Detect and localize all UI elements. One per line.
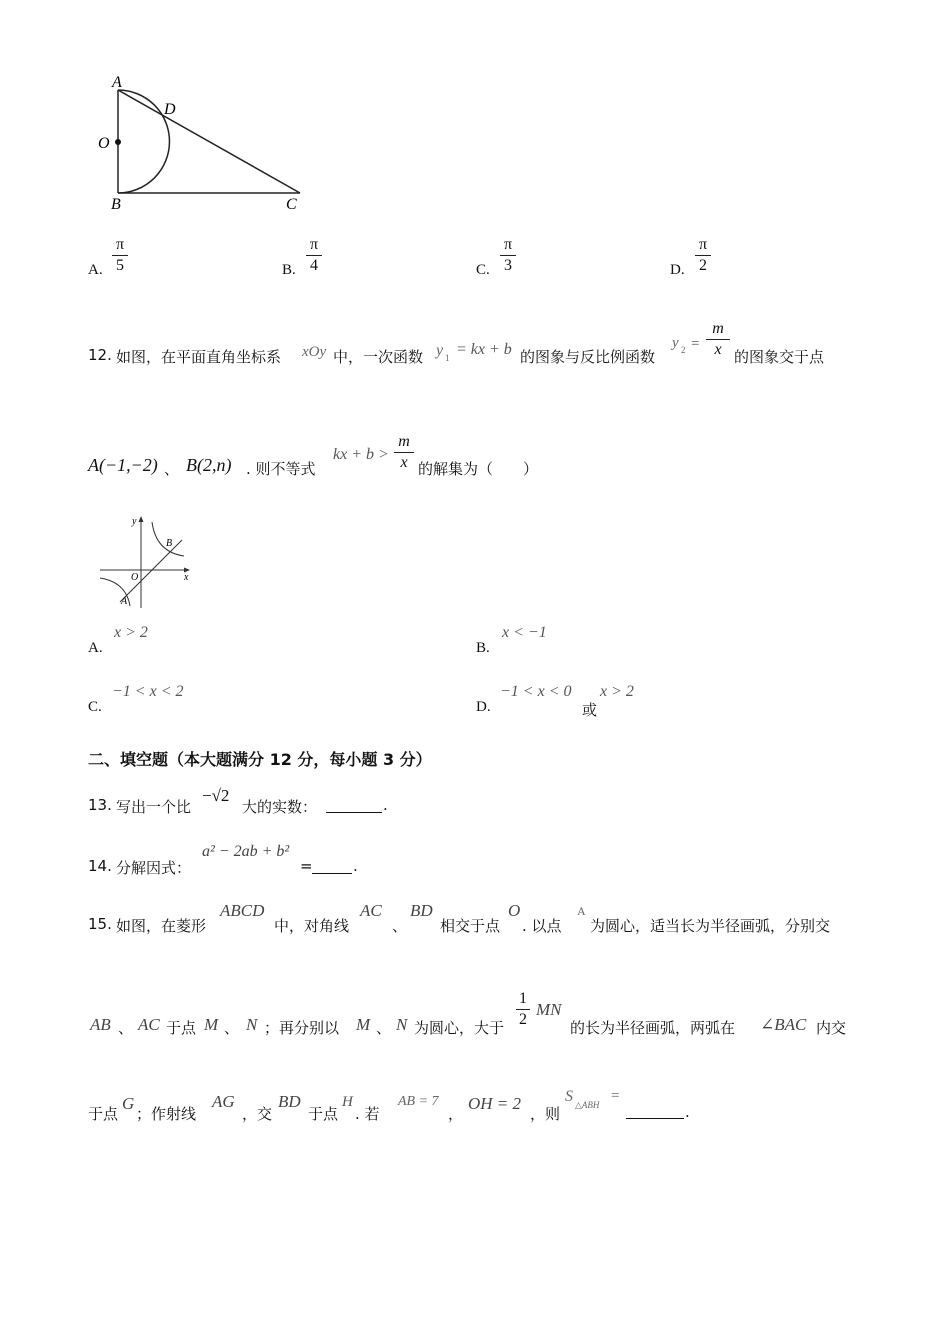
label-b: B bbox=[111, 196, 121, 213]
option-letter: C. bbox=[476, 262, 490, 278]
q15-math: AG bbox=[212, 1092, 235, 1111]
q12-separator: 、 bbox=[164, 460, 180, 478]
label-y: y bbox=[132, 516, 137, 527]
option-letter: A. bbox=[88, 640, 103, 656]
y-axis-arrow-icon bbox=[139, 516, 144, 522]
q15-text: 、 bbox=[224, 1019, 240, 1037]
q14-number: 14. bbox=[88, 857, 112, 875]
q12-fraction-m-over-x: m x bbox=[394, 433, 414, 472]
option-letter: B. bbox=[476, 640, 490, 656]
q15-text: 内交 bbox=[816, 1019, 847, 1037]
q15-math: G bbox=[122, 1094, 135, 1113]
q15-text: 如图，在菱形 bbox=[116, 917, 207, 935]
q15-math-subscript: △ABH bbox=[575, 1100, 600, 1110]
q12-y2-sub: 2 bbox=[681, 345, 686, 355]
option-letter: D. bbox=[476, 699, 491, 715]
q12-fraction-m-over-x: m x bbox=[706, 320, 730, 359]
label-a: A bbox=[121, 596, 128, 607]
q15-math: S bbox=[565, 1088, 573, 1105]
q15-text: 、 bbox=[392, 917, 408, 935]
q15-math: BD bbox=[278, 1092, 301, 1111]
q15-math: M bbox=[204, 1015, 219, 1034]
q14-period: . bbox=[353, 857, 358, 875]
q15-text: 、 bbox=[118, 1019, 134, 1037]
q12-inequality-lhs: kx + b > bbox=[333, 446, 389, 463]
q15-math: N bbox=[396, 1015, 408, 1034]
option-fraction: π 5 bbox=[112, 236, 128, 275]
q15-math: A bbox=[577, 904, 586, 918]
q13-answer-blank[interactable] bbox=[326, 798, 382, 813]
option-letter: C. bbox=[88, 699, 102, 715]
q14-text: 分解因式： bbox=[116, 859, 192, 877]
q15-text: 于点 bbox=[166, 1019, 197, 1037]
q12-y1-rhs: = kx + b bbox=[456, 341, 512, 358]
q13-expression: −√2 bbox=[202, 786, 230, 805]
q14-equals: = bbox=[300, 857, 313, 875]
section-heading: 二、填空题（本大题满分 12 分，每小题 3 分） bbox=[88, 750, 432, 769]
semicircle-arc bbox=[118, 90, 169, 193]
q15-math: H bbox=[342, 1094, 353, 1110]
option-or: 或 bbox=[582, 701, 598, 719]
figure-semicircle-triangle bbox=[90, 72, 320, 217]
option-expression: x > 2 bbox=[600, 683, 634, 700]
q15-text: ， bbox=[448, 1105, 464, 1123]
q15-text: 于点 bbox=[88, 1105, 119, 1123]
q15-text: . 若 bbox=[355, 1105, 380, 1123]
q13-period: . bbox=[383, 796, 388, 814]
q15-period: . bbox=[685, 1103, 690, 1121]
q14-answer-blank[interactable] bbox=[312, 859, 352, 874]
q15-text: 、 bbox=[376, 1019, 392, 1037]
q15-math: AB bbox=[90, 1015, 111, 1034]
option-expression: x > 2 bbox=[114, 624, 148, 641]
segment-ac bbox=[118, 90, 300, 193]
q12-text: 中，一次函数 bbox=[333, 348, 424, 366]
q15-math: AC bbox=[360, 901, 382, 920]
q15-text: 为圆心，大于 bbox=[414, 1019, 505, 1037]
q12-text: 如图，在平面直角坐标系 bbox=[116, 348, 282, 366]
q15-math: M bbox=[356, 1015, 371, 1034]
q15-math: AB = 7 bbox=[398, 1094, 439, 1109]
q15-text: ；再分别以 bbox=[264, 1019, 340, 1037]
q12-text: . 则不等式 bbox=[246, 460, 316, 478]
q15-text: ，交 bbox=[242, 1105, 273, 1123]
q15-math: OH = 2 bbox=[468, 1094, 522, 1113]
q14-expression: a² − 2ab + b² bbox=[202, 843, 290, 860]
q13-number: 13. bbox=[88, 796, 112, 814]
label-x: x bbox=[184, 572, 189, 583]
q15-text: 为圆心，适当长为半径画弧，分别交 bbox=[590, 917, 831, 935]
q15-math: ABCD bbox=[220, 901, 265, 920]
q15-text: ，则 bbox=[530, 1105, 561, 1123]
linear-function-line bbox=[120, 540, 182, 602]
q12-y1-sub: 1 bbox=[445, 353, 450, 363]
label-o: O bbox=[131, 572, 139, 583]
q15-text: 的长为半径画弧，两弧在 bbox=[570, 1019, 736, 1037]
label-b: B bbox=[166, 538, 173, 549]
q12-text: 的图象交于点 bbox=[734, 348, 825, 366]
q15-text: 相交于点 bbox=[440, 917, 501, 935]
q12-y1: y bbox=[436, 342, 444, 359]
q12-number: 12. bbox=[88, 346, 112, 364]
q15-text: . 以点 bbox=[522, 917, 562, 935]
option-letter: D. bbox=[670, 262, 685, 278]
option-expression: x < −1 bbox=[502, 624, 547, 641]
q15-text: 于点 bbox=[308, 1105, 339, 1123]
option-fraction: π 4 bbox=[306, 236, 322, 275]
option-letter: A. bbox=[88, 262, 103, 278]
q15-text: 中，对角线 bbox=[274, 917, 350, 935]
option-fraction: π 2 bbox=[695, 236, 711, 275]
q15-fraction-one-half: 1 2 bbox=[516, 990, 530, 1029]
q15-math: N bbox=[246, 1015, 258, 1034]
q15-answer-blank[interactable] bbox=[626, 1104, 684, 1119]
q15-text: ；作射线 bbox=[136, 1105, 197, 1123]
q12-point-b: B(2,n) bbox=[186, 455, 232, 475]
q12-text: 的解集为（ ） bbox=[418, 460, 539, 478]
q13-text: 写出一个比 bbox=[116, 798, 192, 816]
option-expression: −1 < x < 0 bbox=[500, 683, 572, 700]
option-expression: −1 < x < 2 bbox=[112, 683, 184, 700]
q12-graph bbox=[96, 512, 196, 612]
q15-math: BD bbox=[410, 901, 433, 920]
label-c: C bbox=[286, 196, 297, 213]
label-d: D bbox=[164, 101, 176, 118]
center-dot bbox=[115, 139, 121, 145]
q12-text: 的图象与反比例函数 bbox=[520, 348, 656, 366]
option-fraction: π 3 bbox=[500, 236, 516, 275]
q15-math: = bbox=[611, 1088, 620, 1104]
q15-math: O bbox=[508, 901, 521, 920]
q15-number: 15. bbox=[88, 915, 112, 933]
q12-point-a: A(−1,−2) bbox=[88, 455, 158, 475]
q13-text: 大的实数： bbox=[242, 798, 318, 816]
q12-xoy: xOy bbox=[302, 344, 327, 360]
q12-y2: y bbox=[672, 335, 679, 351]
label-o: O bbox=[98, 135, 110, 152]
q15-math: AC bbox=[138, 1015, 160, 1034]
q12-eq: = bbox=[691, 336, 700, 352]
option-letter: B. bbox=[282, 262, 296, 278]
q15-math: MN bbox=[536, 1000, 562, 1019]
q15-math: ∠BAC bbox=[760, 1015, 807, 1034]
label-a: A bbox=[112, 74, 122, 91]
